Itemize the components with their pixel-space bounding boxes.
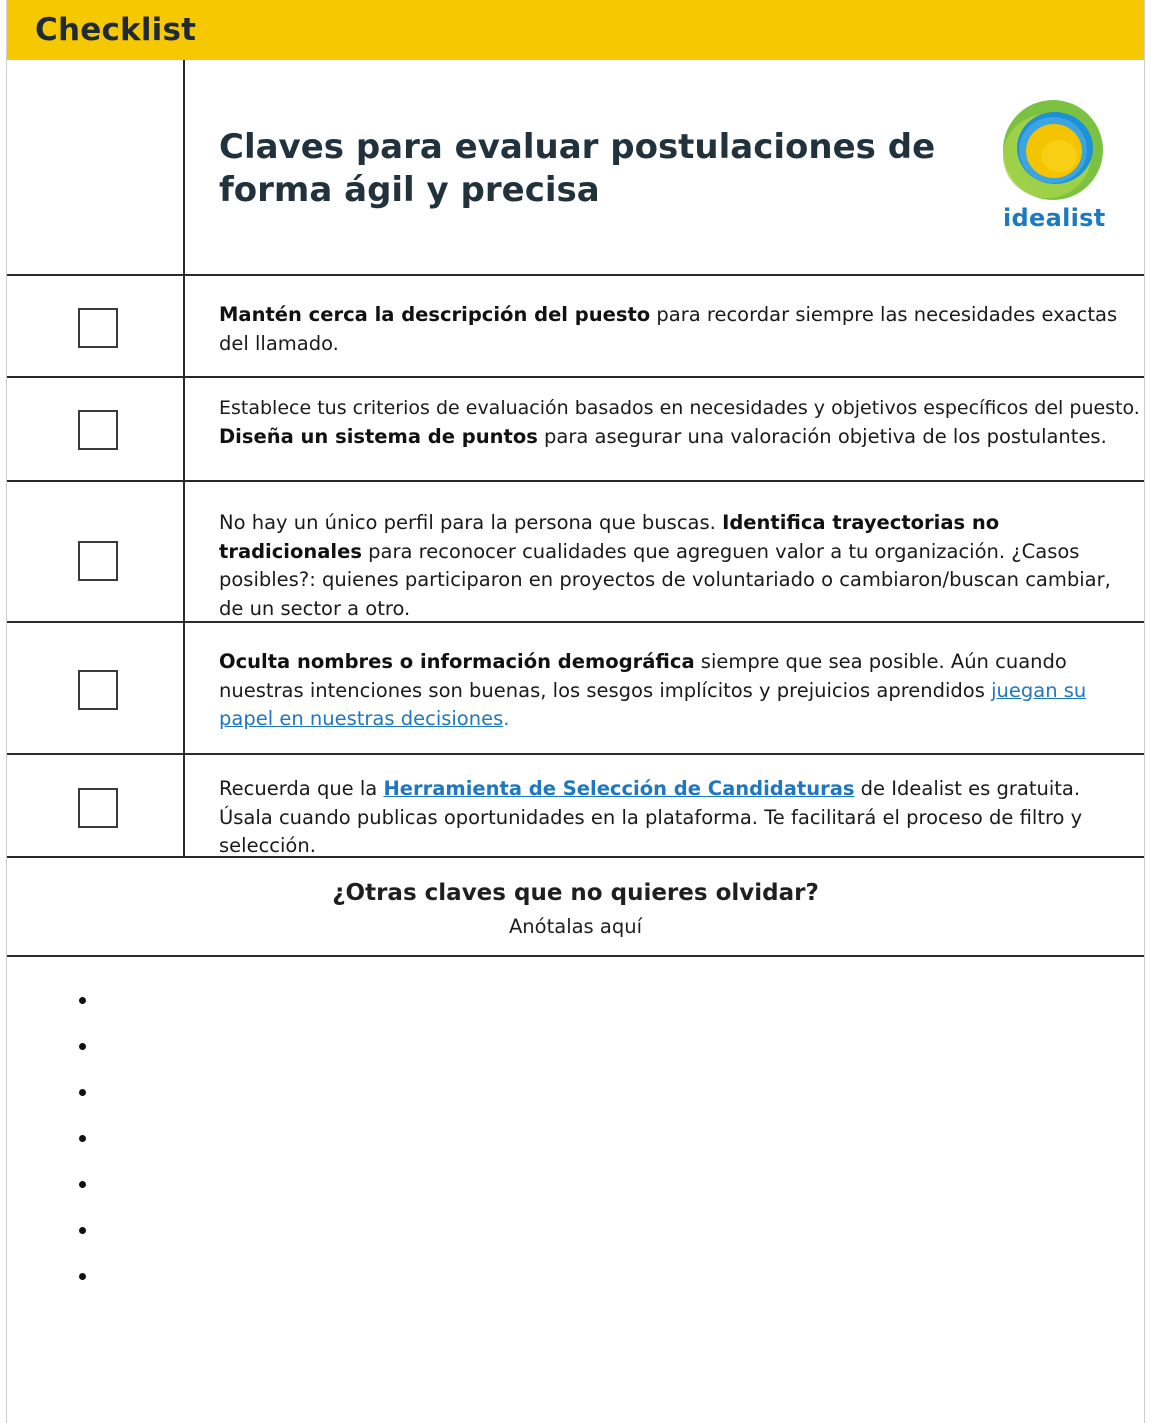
column-divider (183, 60, 185, 857)
checklist-item-1 (219, 301, 1143, 358)
note-bullet[interactable] (79, 980, 979, 1026)
note-bullet[interactable] (79, 1210, 979, 1256)
note-bullet[interactable] (79, 1026, 979, 1072)
document-title (219, 126, 939, 212)
checkbox-item-4[interactable] (78, 670, 118, 710)
row-divider (7, 955, 1144, 957)
header-title: Checklist (35, 12, 197, 48)
row-divider (7, 753, 1144, 755)
note-bullet[interactable] (79, 1164, 979, 1210)
header-bar (7, 0, 1144, 60)
checklist-page (6, 0, 1145, 1423)
checkbox-item-1[interactable] (78, 308, 118, 348)
selection-tool-link[interactable]: Herramienta de Selección de Candidaturas (383, 777, 855, 800)
document-title-line-2: forma ágil y precisa (219, 170, 600, 210)
checkbox-item-5[interactable] (78, 788, 118, 828)
item-4-bold: Oculta nombres o información demográfica (219, 650, 695, 673)
item-2-text: Establece tus criterios de evaluación basados en necesidades y objetivos específicos del puesto. (219, 397, 1140, 419)
bullet-dot-icon (79, 1135, 86, 1142)
note-bullet[interactable] (79, 1256, 979, 1302)
checklist-item-4 (219, 648, 1124, 734)
bullet-dot-icon (79, 1227, 86, 1234)
bullet-dot-icon (79, 1181, 86, 1188)
item-4-end: . (503, 707, 510, 730)
row-divider (7, 480, 1144, 482)
item-5-rest: de Idealist es gratuita. Úsala cuando publicas oportunidades en la plataforma. Te facilitará el proceso de filtro y selección. (219, 777, 1083, 857)
implicit-bias-link[interactable]: juegan su papel en nuestras decisiones (219, 678, 1087, 730)
note-bullet[interactable] (79, 1118, 979, 1164)
item-1-rest: para recordar siempre las necesidades exactas del llamado. (219, 303, 1118, 355)
checklist-item-2 (219, 394, 1149, 451)
note-bullet[interactable] (79, 1072, 979, 1118)
checkbox-item-3[interactable] (78, 541, 118, 581)
checkbox-item-2[interactable] (78, 410, 118, 450)
bullet-dot-icon (79, 997, 86, 1004)
checklist-item-3 (219, 509, 1119, 623)
document-title-line-1: Claves para evaluar postulaciones de (219, 127, 936, 167)
row-divider (7, 376, 1144, 378)
item-4-rest: siempre que sea posible. Aún cuando nuestras intenciones son buenas, los sesgos implícitos y prejuicios aprendidos (219, 650, 1067, 702)
row-divider (7, 274, 1144, 276)
item-1-bold: Mantén cerca la descripción del puesto (219, 303, 651, 326)
item-3-bold: Identifica trayectorias no tradicionales (219, 511, 1000, 563)
notes-bullet-list (79, 980, 979, 1302)
idealist-wordmark: idealist (1003, 204, 1106, 232)
other-keys-heading: ¿Otras claves que no quieres olvidar? (332, 880, 819, 906)
item-3-rest: para reconocer cualidades que agreguen valor a tu organización. ¿Casos posibles?: quienes participaron en proyectos de voluntariado o cambiaron/buscan cambiar, de un sector a otro. (219, 539, 1111, 620)
item-3-text: No hay un único perfil para la persona que buscas. (219, 511, 723, 534)
item-2-bold: Diseña un sistema de puntos (219, 424, 538, 448)
bullet-dot-icon (79, 1273, 86, 1280)
bullet-dot-icon (79, 1089, 86, 1096)
checklist-item-5 (219, 775, 1124, 861)
item-5-text: Recuerda que la (219, 777, 384, 800)
other-keys-subtitle: Anótalas aquí (508, 915, 643, 938)
bullet-dot-icon (79, 1043, 86, 1050)
item-2-rest: para asegurar una valoración objetiva de los postulantes. (537, 424, 1107, 448)
